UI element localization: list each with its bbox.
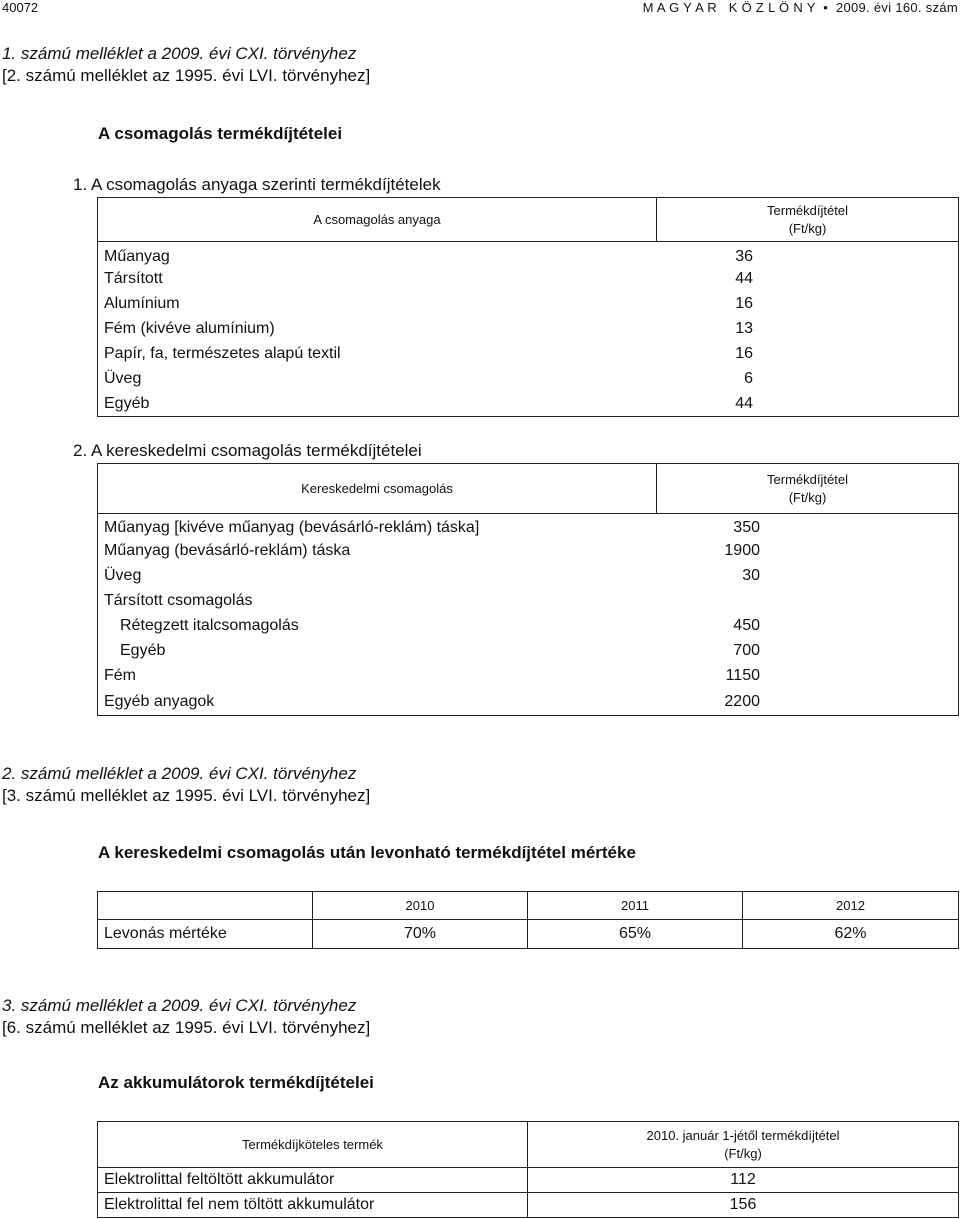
table-row [98,689,959,716]
annex3-line2: [6. számú melléklet az 1995. évi LVI. törvényhez] [2,1018,371,1037]
section2-heading: 2. A kereskedelmi csomagolás termékdíjtételei [73,441,422,460]
row-value: 16 [657,342,959,367]
table-row [98,367,959,392]
row-value: 6 [657,367,959,392]
row-label: Társított csomagolás [98,589,657,614]
row-value: 44 [657,392,959,417]
col-header-fee [528,1122,959,1168]
row-value: 44 [657,267,959,292]
table-header-row [98,892,959,920]
row-label: Üveg [98,367,657,392]
annex2-line1: 2. számú melléklet a 2009. évi CXI. törvényhez [2,764,357,783]
annex2-line2: [3. számú melléklet az 1995. évi LVI. törvényhez] [2,786,371,805]
table-row [98,1193,959,1218]
table-row [98,920,959,949]
col-header-fee-line1: 2010. január 1-jétől termékdíjtétel [646,1127,840,1143]
row-value: 62% [743,920,959,949]
col-header-fee [657,198,959,242]
row-label: Elektrolittal fel nem töltött akkumulátor [98,1193,528,1218]
col-header-fee [657,464,959,514]
table-header-row [98,464,959,514]
row-label: Fém [98,664,657,689]
col-header-fee-line2: (Ft/kg) [788,220,827,236]
col-header-year: 2011 [528,892,743,920]
table-row [98,589,959,614]
annex3-table [97,1121,959,1218]
table-row [98,664,959,689]
col-header-material: A csomagolás anyaga [98,198,657,242]
row-value: 2200 [657,689,959,716]
section2-table [97,463,959,716]
row-label: Egyéb anyagok [98,689,657,716]
row-label: Levonás mértéke [98,920,313,949]
table-header-row [98,1122,959,1168]
row-value: 65% [528,920,743,949]
table-row [98,564,959,589]
page-header [0,0,960,16]
table-row [98,292,959,317]
row-label: Műanyag (bevásárló-reklám) táska [98,539,657,564]
annex2-reference [2,763,370,807]
table-row [98,267,959,292]
table-row [98,514,959,539]
annex2-title: A kereskedelmi csomagolás után levonható termékdíjtétel mértéke [98,843,636,862]
col-header-fee-line1: Termékdíjtétel [767,471,848,487]
table-row [98,1168,959,1193]
row-label: Üveg [98,564,657,589]
section1-table [97,197,959,417]
table-header-row [98,198,959,242]
row-label: Rétegzett italcsomagolás [98,614,657,639]
annex1-title: A csomagolás termékdíjtételei [98,124,343,143]
row-value: 156 [528,1193,959,1218]
row-value: 1150 [657,664,959,689]
row-label: Egyéb [98,392,657,417]
annex3-title: Az akkumulátorok termékdíjtételei [98,1073,374,1092]
row-label: Papír, fa, természetes alapú textil [98,342,657,367]
row-value: 16 [657,292,959,317]
row-value: 450 [657,614,959,639]
table-row [98,342,959,367]
annex1-line1: 1. számú melléklet a 2009. évi CXI. törvényhez [2,44,357,63]
col-header-product: Termékdíjköteles termék [98,1122,528,1168]
empty-header-cell [98,892,313,920]
row-value: 36 [657,242,959,267]
page-number: 40072 [2,0,39,15]
col-header-fee-line2: (Ft/kg) [788,489,827,505]
row-value: 13 [657,317,959,342]
col-header-fee-line1: Termékdíjtétel [767,202,848,218]
row-label: Elektrolittal feltöltött akkumulátor [98,1168,528,1193]
col-header-year: 2010 [313,892,528,920]
annex3-reference [2,995,370,1039]
row-label: Műanyag [98,242,657,267]
table-row [98,392,959,417]
row-value [657,589,959,614]
col-header-year: 2012 [743,892,959,920]
row-value: 112 [528,1168,959,1193]
row-value: 350 [657,514,959,539]
annex3-line1: 3. számú melléklet a 2009. évi CXI. törvényhez [2,996,357,1015]
table-row [98,317,959,342]
section1-heading: 1. A csomagolás anyaga szerinti termékdíjtételek [73,175,441,194]
row-value: 1900 [657,539,959,564]
row-value: 30 [657,564,959,589]
row-value: 70% [313,920,528,949]
col-header-fee-line2: (Ft/kg) [724,1145,762,1161]
row-label: Egyéb [98,639,657,664]
annex1-reference [2,43,370,87]
table-row [98,639,959,664]
row-value: 700 [657,639,959,664]
row-label: Fém (kivéve alumínium) [98,317,657,342]
table-row [98,614,959,639]
row-label: Társított [98,267,657,292]
row-label: Műanyag [kivéve műanyag (bevásárló-reklám) táska] [98,514,657,539]
journal-title: M A G Y A R K Ö Z L Ö N Y • 2009. évi 160. szám [642,0,958,15]
row-label: Alumínium [98,292,657,317]
table-row [98,539,959,564]
annex2-table [97,891,959,949]
annex1-line2: [2. számú melléklet az 1995. évi LVI. törvényhez] [2,66,371,85]
table-row [98,242,959,267]
col-header-packaging: Kereskedelmi csomagolás [98,464,657,514]
